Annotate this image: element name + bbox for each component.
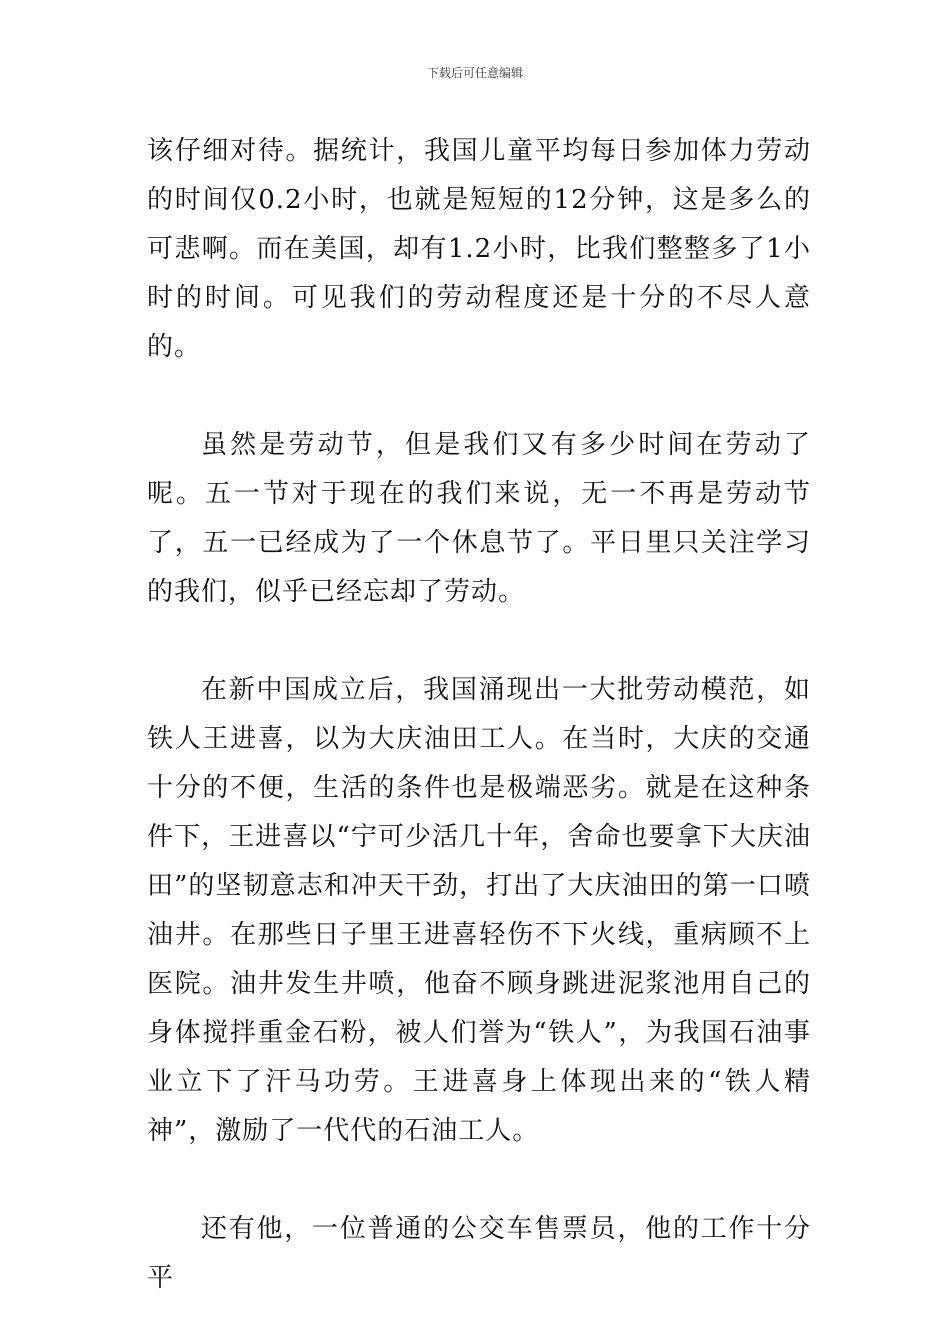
document-body — [147, 127, 811, 1303]
paragraph-1: 该仔细对待。据统计，我国儿童平均每日参加体力劳动的时间仅0.2小时，也就是短短的12分钟，这是多么的可悲啊。而在美国，却有1.2小时，比我们整整多了1小时的时间。可见我们的劳动程度还是十分的不尽人意的。 — [147, 136, 811, 362]
paragraph-2: 虽然是劳动节，但是我们又有多少时间在劳动了呢。五一节对于现在的我们来说，无一不再是劳动节了，五一已经成为了一个休息节了。平日里只关注学习的我们，似乎已经忘却了劳动。 — [147, 430, 811, 607]
page-header: 下载后可任意编辑 — [426, 66, 523, 80]
paragraph-4: 还有他，一位普通的公交车售票员，他的工作十分平 — [147, 1214, 811, 1293]
paragraph-3: 在新中国成立后，我国涌现出一大批劳动模范，如铁人王进喜，以为大庆油田工人。在当时，大庆的交通十分的不便，生活的条件也是极端恶劣。就是在这种条件下，王进喜以“宁可少活几十年，舍命也要拿下大庆油田”的坚韧意志和冲天干劲，打出了大庆油田的第一口喷油井。在那些日子里王进喜轻伤不下火线，重病顾不上医院。油井发生井喷，他奋不顾身跳进泥浆池用自己的身体搅拌重金石粉，被人们誉为“铁人”，为我国石油事业立下了汗马功劳。王进喜身上体现出来的“铁人精神”，激励了一代代的石油工人。 — [147, 675, 811, 1146]
